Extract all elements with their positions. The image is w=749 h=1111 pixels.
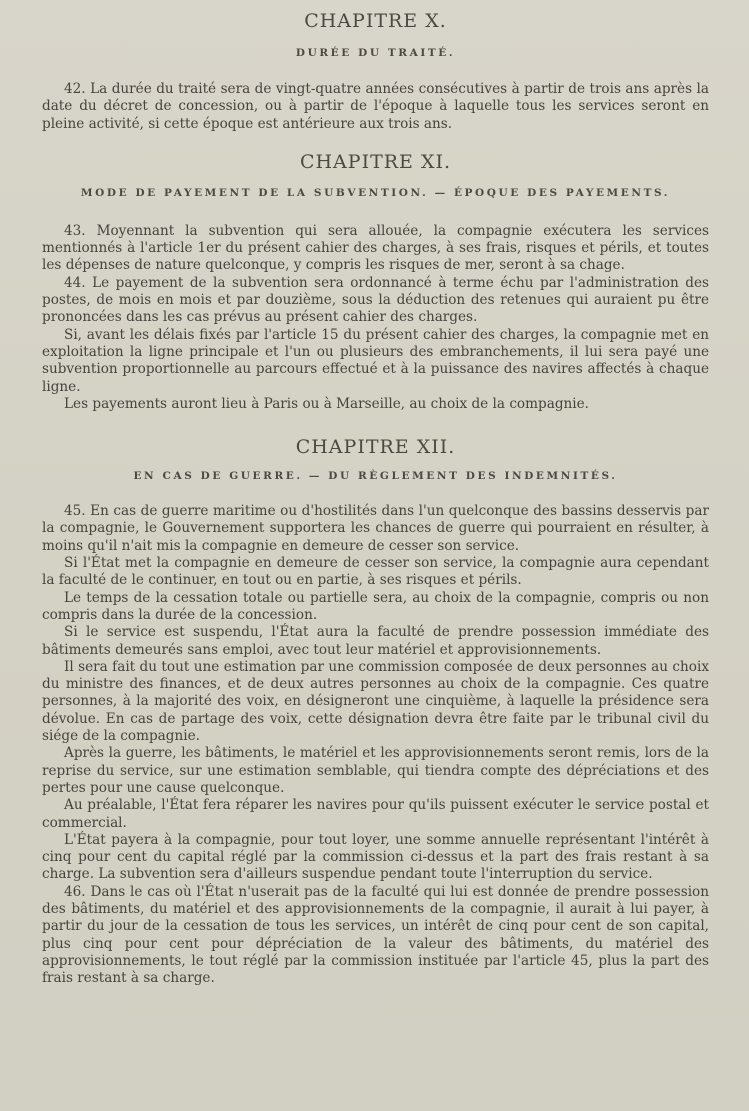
article-44: 44. Le payement de la subvention sera ordonnancé à terme échu par l'administration des postes, de mois en mois et par douzième, sous la déduction des retenues qui auraient pu être prononcées dans les cas prévus au présent cahier des charges. [42,274,709,326]
chapter-12-subtitle: EN CAS DE GUERRE. — DU RÈGLEMENT DES INDEMNITÉS. [133,470,618,483]
article-45-para-5: Il sera fait du tout une estimation par une commission composée de deux personnes au choix du ministre des finances, et de deux autres personnes au choix de la compagnie. Ces quatre personnes, à la majorité des voix, en désigneront une cinquième, à laquelle la présidence sera dévolue. En cas de partage des voix, cette désignation devra être faite par le tribunal civil du siége de la compagnie. [42,658,709,745]
article-45-para-3: Le temps de la cessation totale ou partielle sera, au choix de la compagnie, compris ou non compris dans la durée de la concession. [42,589,709,623]
article-45-para-6: Après la guerre, les bâtiments, le matériel et les approvisionnements seront remis, lors de la reprise du service, sur une estimation semblable, qui tiendra compte des dépréciations et des pertes pour une cause quelconque. [42,745,709,796]
chapter-11-title: CHAPITRE XI. [299,150,452,173]
article-42: 42. La durée du traité sera de vingt-quatre années consécutives à partir de trois ans après la date du décret de concession, ou à partir de l'époque à laquelle tous les services seront en pleine activité, si cette époque est antérieure aux trois ans. [42,81,709,132]
article-46: 46. Dans le cas où l'État n'userait pas de la faculté qui lui est donnée de prendre possession des bâtiments, du matériel et des approvisionnements de la compagnie, il aurait à lui payer, à partir du jour de la cessation de tous les services, un intérêt de cinq pour cent de son capital, plus cinq pour cent pour dépréciation de la valeur des bâtiments, du matériel des approvisionnements, le tout réglé par la commission instituée par l'article 45, plus la part des frais restant à sa charge. [42,883,709,987]
article-45-para-7: Au préalable, l'État fera réparer les navires pour qu'ils puissent exécuter le service postal et commercial. [42,797,709,831]
chapter-10-title: CHAPITRE X. [304,10,447,32]
article-44-para-3: Les payements auront lieu à Paris ou à Marseille, au choix de la compagnie. [64,395,589,412]
chapter-11-subtitle: MODE DE PAYEMENT DE LA SUBVENTION. — ÉPOQUE DES PAYEMENTS. [80,186,671,199]
article-45-para-2: Si l'État met la compagnie en demeure de cesser son service, la compagnie aura cependant la faculté de le continuer, en tout ou en partie, à ses risques et périls. [42,555,709,589]
chapter-12-title: CHAPITRE XII. [295,436,456,459]
article-43: 43. Moyennant la subvention qui sera allouée, la compagnie exécutera les services mentionnés à l'article 1er du présent cahier des charges, à ses frais, risques et périls, et toutes les dépenses de nature quelconque, y compris les risques de mer, seront à sa chage. [42,222,709,274]
article-44-para-2: Si, avant les délais fixés par l'article 15 du présent cahier des charges, la compagnie met en exploitation la ligne principale et l'un ou plusieurs des embranchements, il lui sera payé une subvention proportionnelle au parcours effectué et à la puissance des navires affectés à chaque ligne. [42,326,709,395]
article-45-para-8: L'État payera à la compagnie, pour tout loyer, une somme annuelle représentant l'intérêt à cinq pour cent du capital réglé par la commission ci-dessus et la part des frais restant à sa charge. La subvention sera d'ailleurs suspendue pendant toute l'interruption du service. [42,831,709,883]
article-45: 45. En cas de guerre maritime ou d'hostilités dans l'un quelconque des bassins desservis par la compagnie, le Gouvernement supportera les chances de guerre qui pourraient en résulter, à moins qu'il n'ait mis la compagnie en demeure de cesser son service. [42,503,709,554]
chapter-10-subtitle: DURÉE DU TRAITÉ. [295,47,456,59]
article-45-para-4: Si le service est suspendu, l'État aura la faculté de prendre possession immédiate des bâtiments demeurés sans emploi, avec tout leur matériel et approvisionnements. [42,624,709,658]
